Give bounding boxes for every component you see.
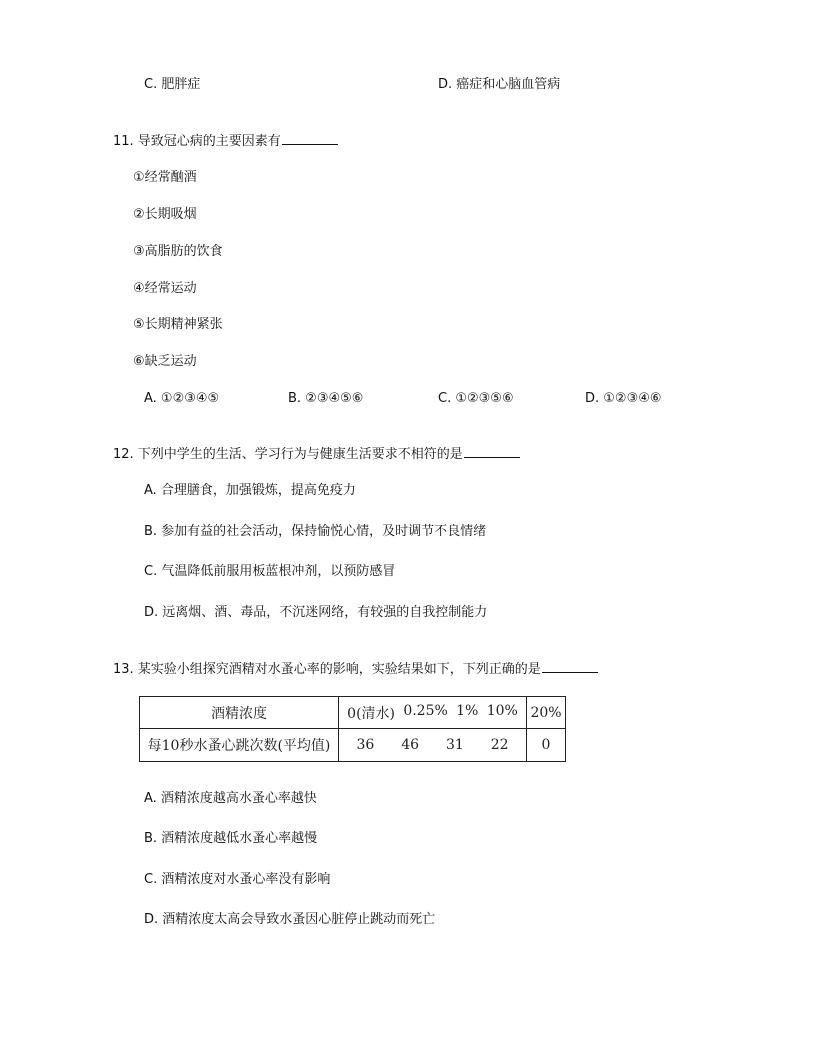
q11-item-4: ④经常运动 bbox=[133, 281, 197, 296]
q12-option-c: C. 气温降低前服用板蓝根冲剂，以预防感冒 bbox=[144, 564, 396, 579]
q11-option-c: C. ①②③⑤⑥ bbox=[438, 391, 514, 406]
table-header-heartbeat: 每10秒水蚤心跳次数(平均值) bbox=[140, 729, 339, 762]
heartbeat-value-last: 0 bbox=[527, 729, 566, 762]
q13-stem bbox=[113, 660, 598, 679]
table-row-heartbeat bbox=[140, 729, 566, 762]
q11-option-a: A. ①②③④⑤ bbox=[144, 391, 220, 406]
q11-item-3: ③高脂肪的饮食 bbox=[133, 244, 223, 259]
table-row-concentration bbox=[140, 697, 566, 729]
q12-option-d: D. 远离烟、酒、毒品，不沉迷网络，有较强的自我控制能力 bbox=[144, 605, 488, 620]
heartbeat-value: 22 bbox=[490, 737, 509, 753]
q11-item-2: ②长期吸烟 bbox=[133, 207, 197, 222]
q11-option-b: B. ②③④⑤⑥ bbox=[288, 391, 364, 406]
q12-stem bbox=[113, 445, 520, 464]
q13-answer-blank bbox=[542, 660, 598, 673]
q10-option-c: C. 肥胖症 bbox=[144, 77, 201, 92]
q11-item-6: ⑥缺乏运动 bbox=[133, 354, 197, 369]
q11-stem-text: 11. 导致冠心病的主要因素有 bbox=[113, 134, 281, 149]
concentration-value-last: 20% bbox=[527, 697, 566, 729]
q12-option-b: B. 参加有益的社会活动，保持愉悦心情，及时调节不良情绪 bbox=[144, 524, 487, 539]
table-header-concentration: 酒精浓度 bbox=[140, 697, 339, 729]
q13-stem-text: 13. 某实验小组探究酒精对水蚤心率的影响，实验结果如下，下列正确的是 bbox=[113, 662, 541, 677]
q13-option-a: A. 酒精浓度越高水蚤心率越快 bbox=[144, 791, 317, 806]
q12-option-a: A. 合理膳食，加强锻炼，提高免疫力 bbox=[144, 483, 356, 498]
q10-option-d: D. 癌症和心脑血管病 bbox=[438, 77, 561, 92]
q11-item-1: ①经常酗酒 bbox=[133, 170, 197, 185]
heartbeat-values-cell bbox=[339, 729, 527, 762]
q13-option-c: C. 酒精浓度对水蚤心率没有影响 bbox=[144, 872, 331, 887]
q12-answer-blank bbox=[464, 445, 520, 458]
q13-option-b: B. 酒精浓度越低水蚤心率越慢 bbox=[144, 831, 318, 846]
q11-stem bbox=[113, 132, 338, 151]
q12-stem-text: 12. 下列中学生的生活、学习行为与健康生活要求不相符的是 bbox=[113, 447, 463, 462]
heartbeat-value: 46 bbox=[401, 737, 420, 753]
concentration-values-cell bbox=[339, 697, 527, 729]
q11-item-5: ⑤长期精神紧张 bbox=[133, 317, 223, 332]
q13-results-table bbox=[139, 696, 566, 762]
heartbeat-value: 36 bbox=[356, 737, 375, 753]
heartbeat-value: 31 bbox=[445, 737, 464, 753]
concentration-value: 10% bbox=[486, 702, 518, 719]
concentration-value: 0(清水) bbox=[347, 705, 395, 722]
q13-option-d: D. 酒精浓度太高会导致水蚤因心脏停止跳动而死亡 bbox=[144, 912, 436, 927]
concentration-value: 0.25% bbox=[403, 702, 448, 719]
q11-answer-blank bbox=[282, 132, 338, 145]
concentration-value: 1% bbox=[456, 702, 479, 719]
q11-option-d: D. ①②③④⑥ bbox=[585, 391, 662, 406]
